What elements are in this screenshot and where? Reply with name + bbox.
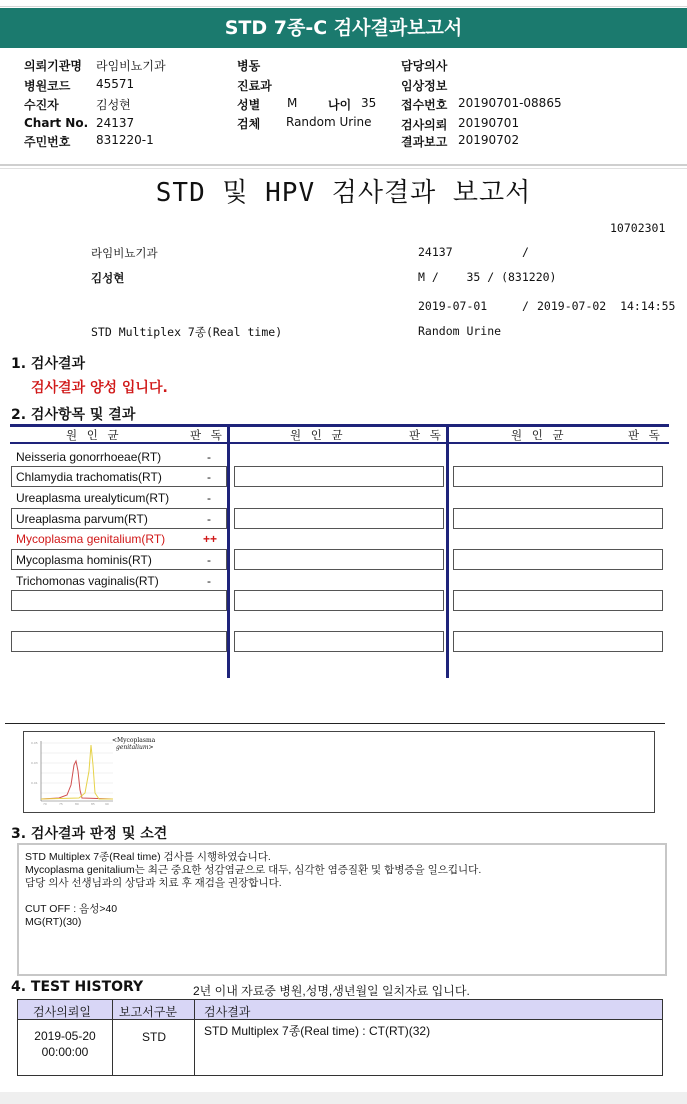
report-date-slash: / <box>522 299 529 313</box>
report-chart-slash: / <box>522 245 529 259</box>
section-divider <box>5 723 665 724</box>
clinical-info-label: 임상정보 <box>401 79 448 93</box>
report-sex-age: M / 35 / (831220) <box>418 270 557 284</box>
svg-text:80: 80 <box>75 802 79 806</box>
accession-value: 20190701-08865 <box>458 96 562 110</box>
chart-no-label: Chart No. <box>24 116 89 130</box>
history-row-type: STD <box>142 1030 166 1044</box>
svg-text:0.03: 0.03 <box>31 761 38 765</box>
section2-heading: 2. 검사항목 및 결과 <box>11 407 136 423</box>
svg-text:75: 75 <box>59 802 63 806</box>
patient-value: 김성현 <box>96 98 131 112</box>
svg-text:90: 90 <box>105 802 109 806</box>
pathogen-name: Mycoplasma hominis(RT) <box>16 553 152 567</box>
col-judge-header-3: 판 독 <box>628 428 663 442</box>
header-divider <box>0 164 687 166</box>
specimen-value: Random Urine <box>286 115 372 129</box>
findings-line: 담당 의사 선생님과의 상담과 치료 후 재검을 권장합니다. <box>25 877 282 889</box>
findings-line: CUT OFF : 음성>40 <box>25 903 118 915</box>
section3-heading: 3. 검사결과 판정 및 소견 <box>11 826 168 842</box>
empty-result-box <box>234 590 444 611</box>
report-title: STD 및 HPV 검사결과 보고서 <box>155 178 532 208</box>
history-note: 2년 이내 자료중 병원,성명,생년월일 일치자료 입니다. <box>193 984 470 998</box>
result-row-box <box>11 590 227 611</box>
report-specimen: Random Urine <box>418 324 502 338</box>
empty-result-box <box>234 466 444 487</box>
amplification-graph-box <box>23 731 655 813</box>
header-divider-thin <box>0 168 687 169</box>
empty-result-box <box>453 590 663 611</box>
empty-result-box <box>234 549 444 570</box>
svg-text:70: 70 <box>43 802 47 806</box>
report-title-bar: STD 7종-C 검사결과보고서 <box>0 8 687 48</box>
graph-label-line1: <Mycoplasma <box>112 737 156 744</box>
id-number-label: 주민번호 <box>24 135 71 149</box>
footer-bar <box>0 1092 687 1104</box>
empty-result-box <box>453 549 663 570</box>
request-date-label: 검사의뢰 <box>401 118 448 132</box>
history-col-type: 보고서구분 <box>119 1005 177 1019</box>
section4-heading: 4. TEST HISTORY <box>11 979 144 995</box>
history-row-result: STD Multiplex 7종(Real time) : CT(RT)(32) <box>204 1024 431 1038</box>
history-table-header <box>18 1000 662 1020</box>
chart-no-value: 24137 <box>96 116 135 130</box>
history-row-time: 00:00:00 <box>41 1045 89 1059</box>
pathogen-name: Ureaplasma parvum(RT) <box>16 512 148 526</box>
svg-text:0.05: 0.05 <box>31 741 38 745</box>
col-pathogen-header-3: 원 인 균 <box>511 428 567 442</box>
empty-result-box <box>234 508 444 529</box>
pathogen-name: Chlamydia trachomatis(RT) <box>16 470 162 484</box>
empty-result-box <box>234 631 444 652</box>
positive-result-text: 검사결과 양성 입니다. <box>31 380 168 396</box>
dept-label: 진료과 <box>237 79 272 93</box>
age-value: 35 <box>361 96 377 110</box>
col-pathogen-header-1: 원 인 균 <box>66 428 122 442</box>
pathogen-name: Ureaplasma urealyticum(RT) <box>16 491 170 505</box>
ward-label: 병동 <box>237 59 261 73</box>
graph-label-line2: genitalium> <box>116 744 154 751</box>
empty-result-box <box>453 508 663 529</box>
pathogen-judge: - <box>207 512 211 526</box>
svg-text:85: 85 <box>91 802 95 806</box>
pathogen-judge: - <box>207 574 211 588</box>
age-label: 나이 <box>328 98 352 112</box>
pathogen-judge: - <box>207 450 211 464</box>
hospital-code-label: 병원코드 <box>24 79 71 93</box>
findings-line: MG(RT)(30) <box>25 916 82 928</box>
svg-text:0.01: 0.01 <box>31 781 38 785</box>
findings-note-box <box>17 843 667 976</box>
findings-line <box>25 890 659 903</box>
id-number-value: 831220-1 <box>96 133 154 147</box>
col-judge-header-2: 판 독 <box>409 428 444 442</box>
empty-result-box <box>453 631 663 652</box>
report-date-value: 20190702 <box>458 133 520 147</box>
history-col-date: 검사의뢰일 <box>33 1005 91 1019</box>
pathogen-name: Neisseria gonorrhoeae(RT) <box>16 450 162 464</box>
report-report-datetime: 2019-07-02 14:14:55 <box>537 299 676 313</box>
history-row-date: 2019-05-20 <box>34 1029 96 1043</box>
report-chart: 24137 <box>418 245 453 259</box>
pathogen-judge: - <box>207 491 211 505</box>
report-hospital: 라임비뇨기과 <box>91 246 158 260</box>
empty-result-box <box>453 466 663 487</box>
report-code: 10702301 <box>610 221 666 235</box>
report-request-date: 2019-07-01 <box>418 299 488 313</box>
table-column-divider-2 <box>446 424 449 678</box>
col-pathogen-header-2: 원 인 균 <box>290 428 346 442</box>
pathogen-judge-positive: ++ <box>202 532 217 546</box>
col-judge-header-1: 판 독 <box>190 428 225 442</box>
sex-label: 성별 <box>237 98 261 112</box>
report-patient: 김성현 <box>91 271 125 285</box>
top-border <box>0 0 687 7</box>
section1-heading: 1. 검사결과 <box>11 356 86 372</box>
sex-value: M <box>287 96 298 110</box>
pathogen-judge: - <box>207 470 211 484</box>
findings-line: Mycoplasma genitalium는 최근 중요한 성감염균으로 대두, 심각한 염증질환 및 합병증을 일으킵니다. <box>25 864 482 876</box>
doctor-label: 담당의사 <box>401 59 448 73</box>
patient-label: 수진자 <box>24 98 59 112</box>
table-column-divider-1 <box>227 424 230 678</box>
report-date-label: 결과보고 <box>401 135 448 149</box>
hospital-code-value: 45571 <box>96 77 135 91</box>
accession-label: 접수번호 <box>401 98 448 112</box>
pathogen-name-positive: Mycoplasma genitalium(RT) <box>16 532 166 546</box>
institution-label: 의뢰기관명 <box>24 59 82 73</box>
pathogen-name: Trichomonas vaginalis(RT) <box>16 574 159 588</box>
specimen-label: 검체 <box>237 117 261 131</box>
result-row-box <box>11 631 227 652</box>
pathogen-judge: - <box>207 553 211 567</box>
request-date-value: 20190701 <box>458 116 520 130</box>
institution-value: 라임비뇨기과 <box>96 59 166 73</box>
history-col-result: 검사결과 <box>204 1005 251 1019</box>
report-test-name: STD Multiplex 7종(Real time) <box>91 325 283 339</box>
findings-line: STD Multiplex 7종(Real time) 검사를 시행하였습니다. <box>25 851 271 863</box>
